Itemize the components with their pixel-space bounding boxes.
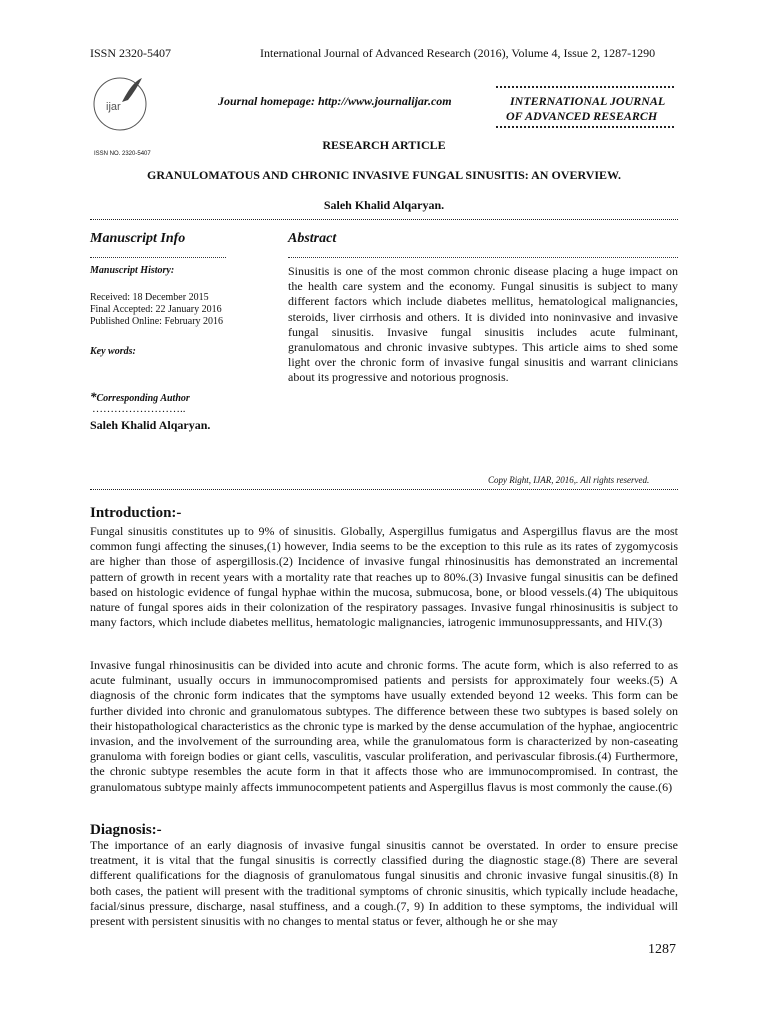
corresponding-dots: ……………………..	[92, 403, 186, 415]
abstract-heading: Abstract	[288, 231, 337, 246]
corresponding-name: Saleh Khalid Alqaryan.	[90, 418, 211, 432]
journal-box-top-rule	[496, 86, 674, 88]
page-number: 1287	[648, 942, 676, 957]
manuscript-history-label: Manuscript History:	[90, 265, 175, 276]
section-divider-top	[90, 219, 678, 220]
published-date: Published Online: February 2016	[90, 316, 224, 327]
journal-box-line1: INTERNATIONAL JOURNAL	[510, 94, 666, 108]
journal-box-line2: OF ADVANCED RESEARCH	[506, 109, 658, 123]
asterisk-icon: *	[90, 389, 97, 404]
copyright: Copy Right, IJAR, 2016,. All rights reserved.	[488, 475, 650, 485]
issn-header: ISSN 2320-5407	[90, 46, 172, 60]
abstract-text: Sinusitis is one of the most common chronic disease placing a huge impact on the health care system and the economy. Fungal sinusitis is subject to many different factors which include diabetes mellitus, hematological malignancies, steroids, liver cirrhosis and others. It is divided into noninvasive and invasive fungal sinusitis. Invasive fungal sinusitis includes acute fulminant, granulomatous and chronic invasive subtypes. This article aims to shed some light over the chronic form of invasive fungal sinusitis and warrant clinicians about its progressive and notorious prognosis.	[288, 264, 678, 385]
article-type: RESEARCH ARTICLE	[322, 138, 446, 152]
journal-box-bottom-rule	[496, 126, 674, 128]
accepted-date: Final Accepted: 22 January 2016	[90, 304, 222, 315]
journal-reference: International Journal of Advanced Research (2016), Volume 4, Issue 2, 1287-1290	[260, 46, 656, 60]
manuscript-heading-rule	[90, 257, 226, 258]
manuscript-info-heading: Manuscript Info	[90, 231, 186, 246]
introduction-heading: Introduction:-	[90, 505, 182, 521]
section-divider-bottom	[90, 489, 678, 490]
article-title: GRANULOMATOUS AND CHRONIC INVASIVE FUNGAL SINUSITIS: AN OVERVIEW.	[147, 168, 621, 182]
diagnosis-heading: Diagnosis:-	[90, 822, 162, 838]
keywords-label: Key words:	[90, 346, 136, 357]
svg-text:ijar: ijar	[106, 101, 121, 113]
logo-issn: ISSN NO. 2320-5407	[94, 151, 151, 157]
abstract-heading-rule	[288, 257, 678, 258]
diagnosis-paragraph-1: The importance of an early diagnosis of invasive fungal sinusitis cannot be overstated. In order to ensure precise treatment, it is vital that the fungal sinusitis is correctly classified during the diagnostic stage.(8) There are several different qualifications for the diagnosis of granulomatous fungal sinusitis and chronic invasive fungal sinusitis.(8) In both cases, the patient will present with the traditional symptoms of chronic sinusitis, which typically include headache, facial/sinus pressure, discharge, nasal stuffiness, and a cough.(7, 9) In addition to these symptoms, the individual will present with persistent sinusitis with no changes to mental status or fever, although he or she may	[90, 838, 678, 929]
corresponding-label: Corresponding Author	[96, 393, 190, 404]
journal-homepage: Journal homepage: http://www.journalijar.com	[218, 94, 452, 108]
received-date: Received: 18 December 2015	[90, 292, 209, 303]
article-author: Saleh Khalid Alqaryan.	[323, 198, 445, 212]
introduction-paragraph-1: Fungal sinusitis constitutes up to 9% of sinusitis. Globally, Aspergillus fumigatus and Aspergillus flavus are the most common fungi affecting the sinuses,(1) however, India seems to be the exception to this rule as its rates of zygomycosis are higher than those of aspergillosis.(2) Incidence of invasive fungal rhinosinusitis has demonstrated an incremental pattern of growth in recent years with a mortality rate that reaches up to 80%.(3) Invasive fungal sinusitis can be defined based on histologic evidence of fungal hyphae within the mucosa, submucosa, bone, or blood vessels.(4) The ubiquitous nature of fungal spores aids in their colonization of the respiratory passages. Invasive fungal rhinosinusitis is subject to many factors, which include diabetes mellitus, hematologic malignancies, iatrogenic immunosuppressants, and HIV.(3)	[90, 524, 678, 630]
introduction-paragraph-2: Invasive fungal rhinosinusitis can be divided into acute and chronic forms. The acute form, which is also referred to as acute fulminant, usually occurs in immunocompromised patients and persists for approximately four weeks.(5) A diagnosis of the chronic form indicates that the symptoms have usually extended beyond 12 weeks. This form can be further divided into chronic and granulomatous subtypes. The difference between these two subtypes is based solely on their histopathological characteristics as the chronic type is marked by the dense accumulation of the hyphae, angiocentric invasion, and the involvement of the surrounding area, while the granulomatous form is characterized by non-caseating granuloma with foreign bodies or giant cells, vasculitis, vascular proliferation, and perivascular fibrosis.(4) Furthermore, the chronic subtype resembles the acute form in that it affects those who are immunocompromised. In contrast, the granulomatous subtype mainly affects immunocompetent patients and Aspergillus flavus is most commonly the cause.(6)	[90, 658, 678, 794]
